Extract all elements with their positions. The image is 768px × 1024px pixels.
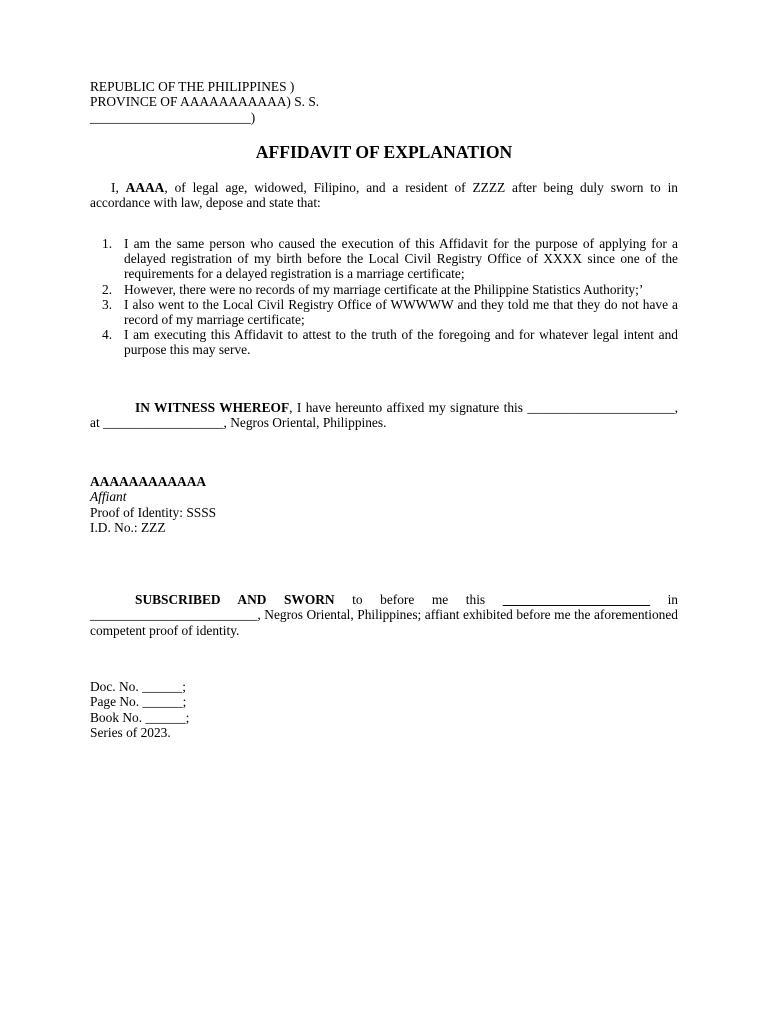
jurat-text: , Negros Oriental, Philippines; affiant exhibited before me the aforementioned competent proof of identity. — [90, 607, 678, 638]
affiant-name: AAAAAAAAAAAA — [90, 474, 207, 489]
jurat-text: in — [650, 592, 678, 607]
place-blank: _________________________ — [90, 607, 258, 623]
witness-paragraph — [90, 400, 678, 431]
proof-of-identity: Proof of Identity: SSSS — [90, 504, 217, 520]
date-blank: ______________________ — [502, 592, 651, 607]
doc-number: Doc. No. ______; — [90, 679, 186, 694]
intro-text: , of legal age, widowed, Filipino, and a resident of ZZZZ after being duly sworn to in accordance with law, depose and state that: — [90, 180, 678, 211]
affiant-role: Affiant — [90, 489, 127, 505]
item-number: 4. — [102, 327, 113, 343]
affiant-name-inline: AAAA — [125, 180, 165, 195]
document-title: AFFIDAVIT OF EXPLANATION — [255, 142, 513, 162]
jurat-text: to before me this — [334, 592, 503, 607]
list-item — [90, 236, 678, 282]
item-number: 3. — [102, 296, 113, 312]
witness-lead: IN WITNESS WHEREOF — [135, 400, 290, 415]
intro-paragraph — [90, 180, 678, 211]
caption-republic: REPUBLIC OF THE PHILIPPINES ) — [90, 79, 295, 94]
item-number: 2. — [102, 281, 113, 297]
list-item — [90, 327, 678, 357]
venue-caption — [90, 79, 678, 125]
date-blank: ______________________ — [527, 400, 675, 415]
series-year: Series of 2023. — [90, 725, 171, 741]
item-number: 1. — [102, 236, 113, 251]
witness-text: , I have hereunto affixed my signature this — [289, 400, 528, 415]
place-blank: __________________ — [103, 415, 224, 431]
witness-text: , Negros Oriental, Philippines. — [223, 415, 387, 431]
item-text: I am the same person who caused the execution of this Affidavit for the purpose of applying for a delayed registration of my birth before the Local Civil Registry Office of XXXX since one of the requirements for a delayed registration is a marriage certificate; — [124, 236, 678, 282]
notarial-register — [90, 679, 678, 741]
id-number: I.D. No.: ZZZ — [90, 520, 166, 536]
intro-prefix: I, — [111, 180, 126, 195]
page-number: Page No. ______; — [90, 694, 187, 710]
item-text: However, there were no records of my marriage certificate at the Philippine Statistics Authority;’ — [124, 281, 644, 297]
jurat-lead: SUBSCRIBED AND SWORN — [135, 592, 335, 607]
item-text: I am executing this Affidavit to attest to the truth of the foregoing and for whatever legal intent and purpose this may serve. — [124, 327, 678, 358]
list-item — [90, 282, 678, 297]
affiant-block — [90, 474, 678, 536]
list-item — [90, 297, 678, 327]
item-text: I also went to the Local Civil Registry Office of WWWWW and they told me that they do not have a record of my marriage certificate; — [124, 296, 678, 328]
caption-province: PROVINCE OF AAAAAAAAAAA) S. S. — [90, 94, 320, 110]
caption-blank-line: ________________________) — [90, 109, 256, 125]
statements-list — [90, 236, 678, 358]
jurat-paragraph — [90, 592, 678, 638]
witness-text: , at — [90, 400, 679, 431]
book-number: Book No. ______; — [90, 709, 190, 725]
